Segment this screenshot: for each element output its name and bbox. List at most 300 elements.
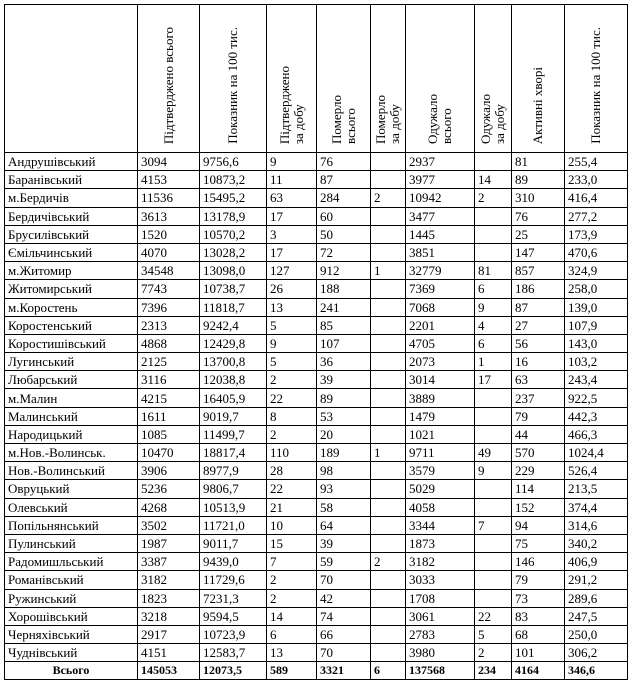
value-cell: 3116 (138, 371, 200, 389)
value-cell: 3851 (406, 243, 475, 261)
value-cell: 6 (267, 625, 317, 643)
value-cell: 4153 (138, 171, 200, 189)
value-cell: 340,2 (565, 534, 628, 552)
value-cell: 173,9 (565, 225, 628, 243)
value-cell: 912 (317, 262, 371, 280)
column-header-wrap (406, 5, 474, 152)
value-cell: 3613 (138, 207, 200, 225)
value-cell: 76 (512, 207, 565, 225)
value-cell: 922,5 (565, 389, 628, 407)
value-cell: 58 (317, 498, 371, 516)
value-cell: 233,0 (565, 171, 628, 189)
value-cell: 3033 (406, 571, 475, 589)
value-cell (371, 480, 406, 498)
value-cell (371, 425, 406, 443)
district-name-cell: Бердичівський (5, 207, 138, 225)
column-header-label: Підтверджено за добу (276, 65, 306, 144)
value-cell: 127 (267, 262, 317, 280)
value-cell: 2 (475, 644, 512, 662)
value-cell: 17 (475, 371, 512, 389)
table-header (5, 5, 628, 153)
table-row (5, 444, 628, 462)
value-cell: 22 (267, 389, 317, 407)
value-cell: 3 (267, 225, 317, 243)
value-cell (371, 207, 406, 225)
value-cell: 9594,5 (200, 607, 267, 625)
value-cell: 186 (512, 280, 565, 298)
value-cell: 2 (267, 425, 317, 443)
value-cell: 4151 (138, 644, 200, 662)
value-cell (371, 171, 406, 189)
value-cell: 3387 (138, 553, 200, 571)
value-cell: 2 (371, 553, 406, 571)
value-cell: 258,0 (565, 280, 628, 298)
value-cell: 143,0 (565, 334, 628, 352)
column-header-wrap (200, 5, 266, 152)
total-value-cell: 145053 (138, 662, 200, 680)
value-cell (475, 571, 512, 589)
value-cell: 11721,0 (200, 516, 267, 534)
value-cell: 3182 (138, 571, 200, 589)
value-cell: 89 (317, 389, 371, 407)
value-cell: 2 (267, 571, 317, 589)
value-cell: 107,9 (565, 316, 628, 334)
table-row (5, 207, 628, 225)
value-cell: 2 (475, 189, 512, 207)
value-cell: 53 (317, 407, 371, 425)
value-cell: 12429,8 (200, 334, 267, 352)
value-cell: 9806,7 (200, 480, 267, 498)
value-cell: 1 (371, 262, 406, 280)
table-row (5, 407, 628, 425)
value-cell (371, 225, 406, 243)
value-cell: 11818,7 (200, 298, 267, 316)
value-cell: 39 (317, 534, 371, 552)
value-cell: 10942 (406, 189, 475, 207)
table-row (5, 462, 628, 480)
column-header-wrap (565, 5, 627, 152)
value-cell: 36 (317, 353, 371, 371)
value-cell: 306,2 (565, 644, 628, 662)
value-cell: 6 (475, 280, 512, 298)
district-name-cell: Пулинський (5, 534, 138, 552)
value-cell: 470,6 (565, 243, 628, 261)
value-cell: 314,6 (565, 516, 628, 534)
value-cell: 17 (267, 243, 317, 261)
value-cell: 291,2 (565, 571, 628, 589)
table-row (5, 189, 628, 207)
district-name-cell: Коростенський (5, 316, 138, 334)
value-cell: 16405,9 (200, 389, 267, 407)
value-cell: 9711 (406, 444, 475, 462)
table-footer (5, 662, 628, 680)
value-cell: 13028,2 (200, 243, 267, 261)
value-cell: 98 (317, 462, 371, 480)
value-cell: 9 (475, 298, 512, 316)
value-cell: 10513,9 (200, 498, 267, 516)
value-cell (475, 480, 512, 498)
value-cell: 89 (512, 171, 565, 189)
value-cell: 152 (512, 498, 565, 516)
value-cell: 5029 (406, 480, 475, 498)
value-cell: 79 (512, 407, 565, 425)
value-cell: 13700,8 (200, 353, 267, 371)
value-cell (371, 571, 406, 589)
table-row (5, 298, 628, 316)
district-name-cell: Чуднівський (5, 644, 138, 662)
total-row (5, 662, 628, 680)
column-header-wrap (138, 5, 199, 152)
value-cell: 3477 (406, 207, 475, 225)
value-cell: 64 (317, 516, 371, 534)
value-cell: 81 (475, 262, 512, 280)
table-row (5, 153, 628, 171)
value-cell: 2 (371, 189, 406, 207)
value-cell: 26 (267, 280, 317, 298)
value-cell (371, 243, 406, 261)
value-cell: 3906 (138, 462, 200, 480)
value-cell: 60 (317, 207, 371, 225)
header-row (5, 5, 628, 153)
value-cell: 526,4 (565, 462, 628, 480)
value-cell: 73 (512, 589, 565, 607)
table-row (5, 280, 628, 298)
value-cell: 3579 (406, 462, 475, 480)
total-value-cell: 6 (371, 662, 406, 680)
value-cell: 250,0 (565, 625, 628, 643)
value-cell: 1 (475, 353, 512, 371)
total-value-cell: 4164 (512, 662, 565, 680)
value-cell: 39 (317, 371, 371, 389)
value-cell: 1024,4 (565, 444, 628, 462)
value-cell: 374,4 (565, 498, 628, 516)
value-cell: 9019,7 (200, 407, 267, 425)
value-cell: 2783 (406, 625, 475, 643)
value-cell: 11729,6 (200, 571, 267, 589)
value-cell: 18817,4 (200, 444, 267, 462)
value-cell: 101 (512, 644, 565, 662)
value-cell: 2125 (138, 353, 200, 371)
district-name-cell: Народицький (5, 425, 138, 443)
value-cell: 79 (512, 571, 565, 589)
value-cell: 49 (475, 444, 512, 462)
value-cell (475, 389, 512, 407)
value-cell: 1085 (138, 425, 200, 443)
value-cell: 8977,9 (200, 462, 267, 480)
table-row (5, 316, 628, 334)
value-cell: 139,0 (565, 298, 628, 316)
value-cell: 7 (475, 516, 512, 534)
value-cell: 189 (317, 444, 371, 462)
value-cell: 85 (317, 316, 371, 334)
table-row (5, 371, 628, 389)
column-header (200, 5, 267, 153)
total-label-cell: Всього (5, 662, 138, 680)
header-cell-blank (5, 5, 138, 153)
value-cell: 3014 (406, 371, 475, 389)
value-cell: 229 (512, 462, 565, 480)
value-cell: 66 (317, 625, 371, 643)
value-cell: 2073 (406, 353, 475, 371)
district-name-cell: м.Коростень (5, 298, 138, 316)
value-cell: 1520 (138, 225, 200, 243)
value-cell: 324,9 (565, 262, 628, 280)
value-cell (371, 353, 406, 371)
value-cell: 5 (267, 316, 317, 334)
value-cell (371, 589, 406, 607)
value-cell: 9 (267, 153, 317, 171)
table-row (5, 480, 628, 498)
district-name-cell: м.Житомир (5, 262, 138, 280)
value-cell: 1611 (138, 407, 200, 425)
value-cell: 2 (267, 589, 317, 607)
value-cell (475, 407, 512, 425)
value-cell: 2201 (406, 316, 475, 334)
value-cell: 213,5 (565, 480, 628, 498)
column-header-wrap (267, 5, 316, 152)
value-cell: 10 (267, 516, 317, 534)
district-name-cell: Овруцький (5, 480, 138, 498)
value-cell (371, 625, 406, 643)
value-cell: 570 (512, 444, 565, 462)
value-cell (371, 280, 406, 298)
value-cell: 4215 (138, 389, 200, 407)
value-cell: 11 (267, 171, 317, 189)
value-cell: 6 (475, 334, 512, 352)
value-cell: 107 (317, 334, 371, 352)
value-cell (371, 644, 406, 662)
table-row (5, 644, 628, 662)
value-cell: 9 (475, 462, 512, 480)
value-cell: 7 (267, 553, 317, 571)
value-cell: 110 (267, 444, 317, 462)
value-cell: 1021 (406, 425, 475, 443)
value-cell: 32779 (406, 262, 475, 280)
value-cell: 466,3 (565, 425, 628, 443)
table-row (5, 171, 628, 189)
district-name-cell: м.Малин (5, 389, 138, 407)
value-cell: 13098,0 (200, 262, 267, 280)
value-cell: 3094 (138, 153, 200, 171)
column-header-label: Одужало всього (425, 93, 454, 144)
value-cell: 310 (512, 189, 565, 207)
column-header (512, 5, 565, 153)
column-header-label: Показник на 100 тис. (588, 27, 603, 144)
value-cell (475, 243, 512, 261)
value-cell: 3182 (406, 553, 475, 571)
district-name-cell: Попільнянський (5, 516, 138, 534)
column-header-wrap (512, 5, 564, 152)
value-cell: 83 (512, 607, 565, 625)
district-name-cell: Житомирський (5, 280, 138, 298)
district-name-cell: Лугинський (5, 353, 138, 371)
value-cell (371, 334, 406, 352)
value-cell: 2937 (406, 153, 475, 171)
value-cell: 16 (512, 353, 565, 371)
value-cell: 247,5 (565, 607, 628, 625)
value-cell: 87 (317, 171, 371, 189)
value-cell: 3218 (138, 607, 200, 625)
value-cell: 3889 (406, 389, 475, 407)
table-row (5, 571, 628, 589)
value-cell: 70 (317, 571, 371, 589)
value-cell: 416,4 (565, 189, 628, 207)
table-row (5, 516, 628, 534)
value-cell: 13 (267, 298, 317, 316)
value-cell: 1 (371, 444, 406, 462)
value-cell: 277,2 (565, 207, 628, 225)
column-header (138, 5, 200, 153)
value-cell: 70 (317, 644, 371, 662)
value-cell: 14 (267, 607, 317, 625)
value-cell: 3061 (406, 607, 475, 625)
value-cell (475, 225, 512, 243)
value-cell (371, 516, 406, 534)
value-cell: 1445 (406, 225, 475, 243)
table-row (5, 334, 628, 352)
value-cell: 241 (317, 298, 371, 316)
value-cell: 20 (317, 425, 371, 443)
value-cell: 243,4 (565, 371, 628, 389)
table-row (5, 607, 628, 625)
district-name-cell: Радомишльський (5, 553, 138, 571)
table-row (5, 243, 628, 261)
value-cell (371, 389, 406, 407)
district-name-cell: Черняхівський (5, 625, 138, 643)
value-cell (475, 207, 512, 225)
value-cell: 4070 (138, 243, 200, 261)
value-cell: 68 (512, 625, 565, 643)
value-cell: 1708 (406, 589, 475, 607)
value-cell: 22 (267, 480, 317, 498)
value-cell: 13 (267, 644, 317, 662)
value-cell: 63 (512, 371, 565, 389)
value-cell: 284 (317, 189, 371, 207)
value-cell (371, 407, 406, 425)
value-cell: 8 (267, 407, 317, 425)
table-row (5, 353, 628, 371)
column-header-label: Померло за добу (373, 95, 402, 144)
column-header-label: Активні хворі (530, 66, 545, 144)
value-cell: 44 (512, 425, 565, 443)
value-cell: 63 (267, 189, 317, 207)
value-cell: 76 (317, 153, 371, 171)
value-cell: 15 (267, 534, 317, 552)
value-cell: 9011,7 (200, 534, 267, 552)
value-cell: 11499,7 (200, 425, 267, 443)
value-cell: 7743 (138, 280, 200, 298)
value-cell: 27 (512, 316, 565, 334)
value-cell: 28 (267, 462, 317, 480)
total-value-cell: 12073,5 (200, 662, 267, 680)
value-cell: 5236 (138, 480, 200, 498)
value-cell: 22 (475, 607, 512, 625)
table-body (5, 153, 628, 662)
column-header (317, 5, 371, 153)
district-name-cell: Ємільчинський (5, 243, 138, 261)
value-cell: 10738,7 (200, 280, 267, 298)
value-cell (475, 153, 512, 171)
value-cell (371, 371, 406, 389)
district-name-cell: Баранівський (5, 171, 138, 189)
value-cell (475, 589, 512, 607)
value-cell: 3977 (406, 171, 475, 189)
value-cell: 4705 (406, 334, 475, 352)
table-row (5, 498, 628, 516)
value-cell: 857 (512, 262, 565, 280)
value-cell: 9 (267, 334, 317, 352)
value-cell: 12583,7 (200, 644, 267, 662)
value-cell: 74 (317, 607, 371, 625)
value-cell: 1987 (138, 534, 200, 552)
value-cell (475, 425, 512, 443)
column-header-wrap (371, 5, 405, 152)
value-cell: 7396 (138, 298, 200, 316)
district-name-cell: Коростишівський (5, 334, 138, 352)
value-cell: 5 (267, 353, 317, 371)
value-cell: 81 (512, 153, 565, 171)
value-cell (371, 607, 406, 625)
value-cell: 17 (267, 207, 317, 225)
value-cell: 2313 (138, 316, 200, 334)
value-cell: 1873 (406, 534, 475, 552)
value-cell: 3980 (406, 644, 475, 662)
district-name-cell: Малинський (5, 407, 138, 425)
value-cell: 15495,2 (200, 189, 267, 207)
value-cell: 87 (512, 298, 565, 316)
value-cell: 9756,6 (200, 153, 267, 171)
value-cell: 42 (317, 589, 371, 607)
value-cell: 4268 (138, 498, 200, 516)
value-cell: 1479 (406, 407, 475, 425)
covid-stats-table-container (4, 4, 628, 680)
value-cell (475, 553, 512, 571)
table-row (5, 389, 628, 407)
covid-stats-table (4, 4, 628, 680)
value-cell: 13178,9 (200, 207, 267, 225)
value-cell: 25 (512, 225, 565, 243)
value-cell (371, 316, 406, 334)
value-cell: 1823 (138, 589, 200, 607)
value-cell: 59 (317, 553, 371, 571)
value-cell: 114 (512, 480, 565, 498)
column-header-wrap (317, 5, 370, 152)
column-header (475, 5, 512, 153)
value-cell: 5 (475, 625, 512, 643)
value-cell: 147 (512, 243, 565, 261)
table-row (5, 425, 628, 443)
value-cell: 406,9 (565, 553, 628, 571)
district-name-cell: Хорошівський (5, 607, 138, 625)
value-cell: 9439,0 (200, 553, 267, 571)
district-name-cell: м.Нов.-Волинськ. (5, 444, 138, 462)
value-cell (371, 534, 406, 552)
district-name-cell: Романівський (5, 571, 138, 589)
value-cell: 2917 (138, 625, 200, 643)
table-row (5, 553, 628, 571)
column-header (565, 5, 628, 153)
value-cell: 442,3 (565, 407, 628, 425)
column-header (371, 5, 406, 153)
value-cell: 7068 (406, 298, 475, 316)
value-cell: 7369 (406, 280, 475, 298)
value-cell: 237 (512, 389, 565, 407)
column-header (267, 5, 317, 153)
column-header-label: Померло всього (328, 95, 358, 144)
value-cell: 50 (317, 225, 371, 243)
value-cell: 4 (475, 316, 512, 334)
total-value-cell: 346,6 (565, 662, 628, 680)
